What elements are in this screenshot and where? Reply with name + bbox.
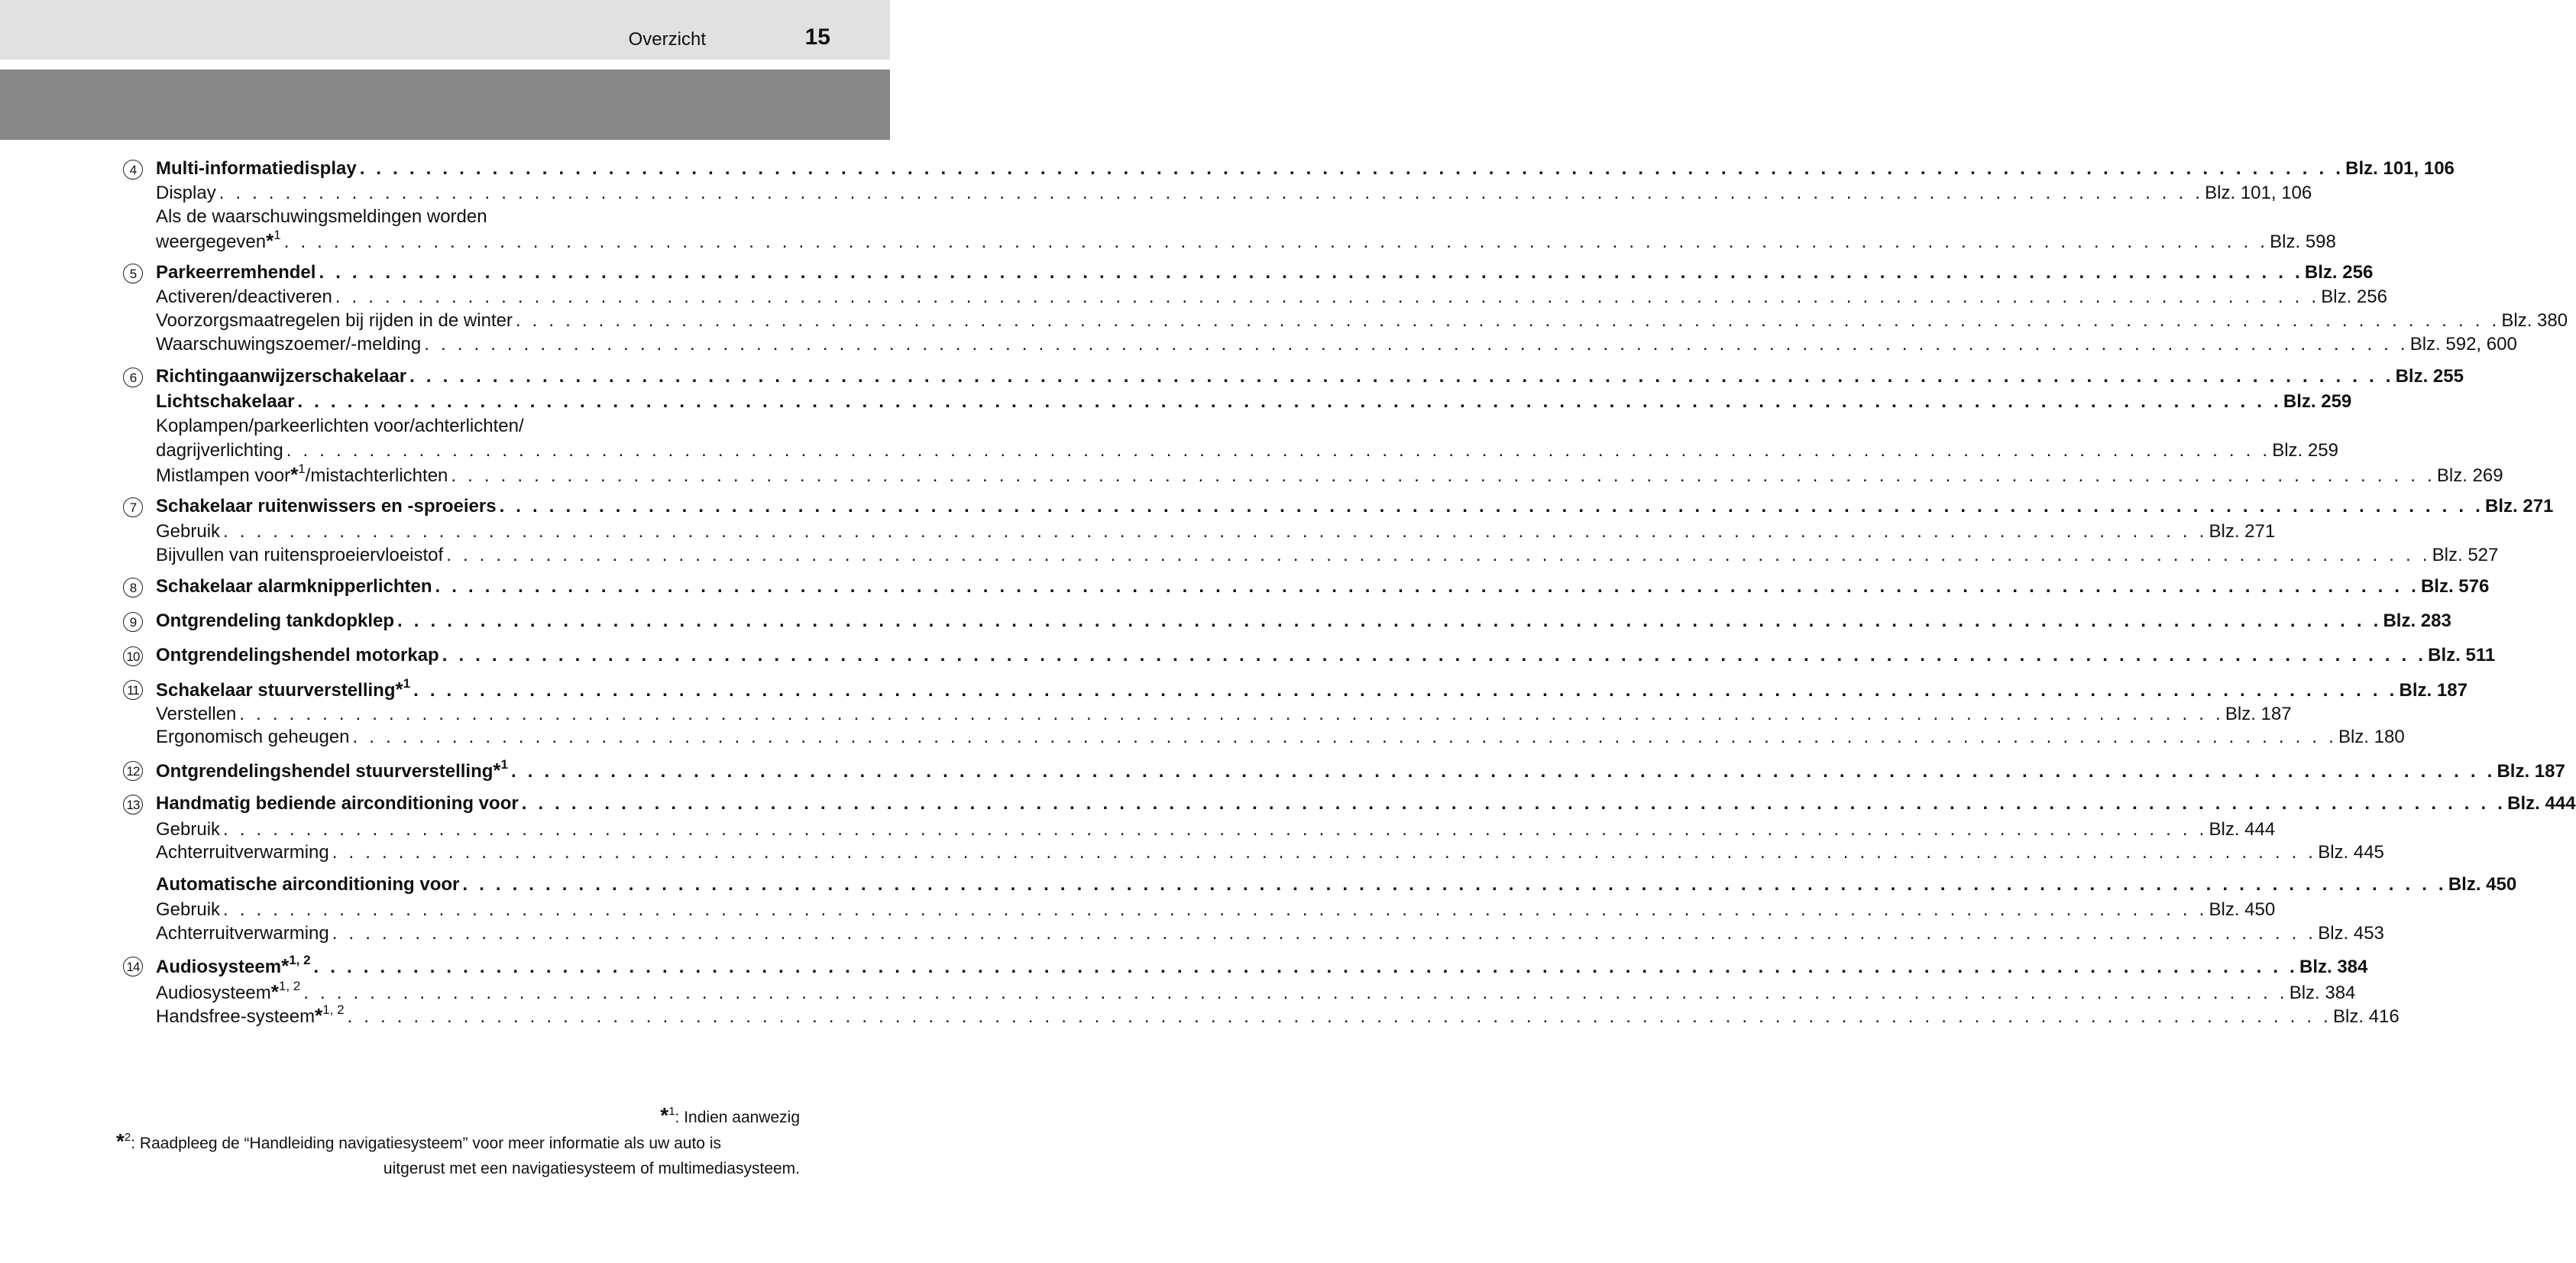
page-reference: Blz. 187 (2399, 680, 2468, 701)
toc-subentry (156, 415, 524, 438)
entry-label (156, 157, 357, 180)
item-number-badge: 13 (123, 795, 143, 814)
entry-label-text: Ontgrendelingshendel stuurverstelling (156, 761, 494, 782)
dot-leader: . . . . . . . . . . . . . . . . . . . . . . . . . . . . . . . . . . . . . . . . . . . . . . . . . . . . . . . . . . . . . . . . . . . . . . . . . . . . . . . . . . . . . . . . . . . . . . . . . . . . . . . . . . . . . . . . . . . . . . . . (319, 262, 2303, 283)
footnote-star: * (270, 980, 279, 1003)
dot-leader: . . . . . . . . . . . . . . . . . . . . . . . . . . . . . . . . . . . . . . . . . . . . . . . . . . . . . . . . . . . . . . . . . . . . . . . . . . . . . . . . . . . . . . . . . . . . . . . . . . . . . . . . . . . . . . . . . . . . . . . . (451, 465, 2435, 486)
page-reference: Blz. 384 (2289, 983, 2356, 1003)
page-reference: Blz. 444 (2209, 819, 2276, 840)
page-reference: Blz. 271 (2485, 496, 2554, 517)
entry-label (156, 792, 519, 815)
page-reference: Blz. 444 (2507, 793, 2576, 814)
dot-leader: . . . . . . . . . . . . . . . . . . . . . . . . . . . . . . . . . . . . . . . . . . . . . . . . . . . . . . . . . . . . . . . . . . . . . . . . . . . . . . . . . . . . . . . . . . . . . . . . . . . . . . . . . . . . . . . . . . . . . . . . (332, 842, 2317, 863)
entry-label-text: Richtingaanwijzerschakelaar (156, 366, 407, 387)
dot-leader: . . . . . . . . . . . . . . . . . . . . . . . . . . . . . . . . . . . . . . . . . . . . . . . . . . . . . . . . . . . . . . . . . . . . . . . . . . . . . . . . . . . . . . . . . . . . . . . . . . . . . . . . . . . . . . . . . . . . . . . . (283, 232, 2269, 252)
page-reference: Blz. 592, 600 (2409, 334, 2517, 355)
dot-leader: . . . . . . . . . . . . . . . . . . . . . . . . . . . . . . . . . . . . . . . . . . . . . . . . . . . . . . . . . . . . . . . . . . . . . . . . . . . . . . . . . . . . . . . . . . . . . . . . . . . . . . . . . . . . . . . . . . . . . . . . (332, 923, 2317, 944)
dot-leader: . . . . . . . . . . . . . . . . . . . . . . . . . . . . . . . . . . . . . . . . . . . . . . . . . . . . . . . . . . . . . . . . . . . . . . . . . . . . . . . . . . . . . . . . . . . . . . . . . . . . . . . . . . . . . . . . . . . . . . . . (239, 704, 2224, 724)
entry-label-text: Gebruik (156, 899, 221, 920)
dot-leader: . . . . . . . . . . . . . . . . . . . . . . . . . . . . . . . . . . . . . . . . . . . . . . . . . . . . . . . . . . . . . . . . . . . . . . . . . . . . . . . . . . . . . . . . . . . . . . . . . . . . . . . . . . . . . . . . . . . . . . . . (409, 366, 2394, 387)
dot-leader: . . . . . . . . . . . . . . . . . . . . . . . . . . . . . . . . . . . . . . . . . . . . . . . . . . . . . . . . . . . . . . . . . . . . . . . . . . . . . . . . . . . . . . . . . . . . . . . . . . . . . . . . . . . . . . . . . . . . . . . . (347, 1006, 2332, 1027)
entry-label-text: Ergonomisch geheugen (156, 727, 350, 747)
page-reference: Blz. 450 (2448, 874, 2517, 895)
footnote-star: * (266, 229, 274, 252)
item-number-badge: 11 (123, 680, 143, 700)
footnote-2-sup: 2 (124, 1131, 131, 1144)
entry-label-text: weergegeven (156, 232, 267, 252)
dot-leader: . . . . . . . . . . . . . . . . . . . . . . . . . . . . . . . . . . . . . . . . . . . . . . . . . . . . . . . . . . . . . . . . . . . . . . . . . . . . . . . . . . . . . . . . . . . . . . . . . . . . . . . . . . . . . . . . . . . . . . . . (413, 680, 2398, 701)
entry-label (156, 1004, 345, 1028)
entry-label (156, 390, 294, 413)
entry-label (156, 261, 316, 284)
toc-subentry (156, 979, 2356, 1003)
footnote-ref: 1 (403, 676, 411, 691)
entry-label (156, 980, 300, 1005)
entry-label-text: Ontgrendelingshendel motorkap (156, 645, 439, 666)
toc-subentry (156, 726, 2405, 749)
dot-leader: . . . . . . . . . . . . . . . . . . . . . . . . . . . . . . . . . . . . . . . . . . . . . . . . . . . . . . . . . . . . . . . . . . . . . . . . . . . . . . . . . . . . . . . . . . . . . . . . . . . . . . . . . . . . . . . . . . . . . . . . (359, 158, 2345, 179)
footnote-ref: 1, 2 (278, 979, 301, 993)
entry-label-text: Parkeerremhendel (156, 262, 316, 283)
header-band (0, 0, 890, 60)
entry-label (156, 439, 283, 462)
dot-leader: . . . . . . . . . . . . . . . . . . . . . . . . . . . . . . . . . . . . . . . . . . . . . . . . . . . . . . . . . . . . . . . . . . . . . . . . . . . . . . . . . . . . . . . . . . . . . . . . . . . . . . . . . . . . . . . . . . . . . . . . (218, 183, 2204, 203)
footnote-1 (660, 1103, 800, 1128)
toc-subentry (156, 899, 2276, 921)
entry-label (156, 873, 459, 896)
page-reference: Blz. 259 (2272, 440, 2338, 461)
entry-label-text: Schakelaar ruitenwissers en -sproeiers (156, 496, 497, 517)
footnote-ref: 1 (298, 461, 306, 476)
toc-subentry (156, 228, 2336, 252)
section-title: Overzicht (628, 29, 706, 50)
entry-label (156, 818, 220, 841)
entry-label (156, 415, 524, 438)
entry-label-suffix: /mistachterlichten (305, 465, 448, 486)
entry-label (156, 644, 439, 667)
footnote-1-text: : Indien aanwezig (675, 1109, 800, 1126)
dot-leader: . . . . . . . . . . . . . . . . . . . . . . . . . . . . . . . . . . . . . . . . . . . . . . . . . . . . . . . . . . . . . . . . . . . . . . . . . . . . . . . . . . . . . . . . . . . . . . . . . . . . . . . . . . . . . . . . . . . . . . . . (424, 334, 2409, 355)
item-number-badge: 12 (123, 761, 143, 781)
dot-leader: . . . . . . . . . . . . . . . . . . . . . . . . . . . . . . . . . . . . . . . . . . . . . . . . . . . . . . . . . . . . . . . . . . . . . . . . . . . . . . . . . . . . . . . . . . . . . . . . . . . . . . . . . . . . . . . . . . . . . . . . (511, 761, 2496, 782)
toc-entry (156, 157, 2455, 180)
entry-label-text: Mistlampen voor (156, 465, 291, 486)
toc-entry (156, 873, 2517, 896)
entry-label-text: Gebruik (156, 521, 221, 542)
footnote-star: * (395, 678, 403, 701)
entry-label (156, 206, 487, 228)
entry-label (156, 520, 220, 543)
entry-label-text: Audiosysteem (156, 983, 271, 1003)
entry-label (156, 333, 421, 356)
toc-subentry (156, 333, 2517, 356)
toc-entry (156, 757, 2565, 782)
item-number-badge: 6 (123, 368, 143, 387)
footnote-2-line-1 (116, 1129, 721, 1154)
entry-label-text: Als de waarschuwingsmeldingen worden (156, 206, 487, 227)
dot-leader: . . . . . . . . . . . . . . . . . . . . . . . . . . . . . . . . . . . . . . . . . . . . . . . . . . . . . . . . . . . . . . . . . . . . . . . . . . . . . . . . . . . . . . . . . . . . . . . . . . . . . . . . . . . . . . . . . . . . . . . . (303, 983, 2288, 1003)
entry-label-text: Display (156, 183, 216, 203)
toc-entry (156, 953, 2368, 977)
entry-label-text: Schakelaar stuurverstelling (156, 680, 396, 701)
toc-subentry (156, 461, 2503, 486)
toc-entry (156, 644, 2496, 667)
page-reference: Blz. 450 (2209, 899, 2276, 920)
entry-label-text: Bijvullen van ruitensproeiervloeistof (156, 545, 444, 565)
page-reference: Blz. 527 (2432, 545, 2499, 565)
footnote-star: * (493, 759, 501, 782)
entry-label (156, 759, 508, 783)
dot-leader: . . . . . . . . . . . . . . . . . . . . . . . . . . . . . . . . . . . . . . . . . . . . . . . . . . . . . . . . . . . . . . . . . . . . . . . . . . . . . . . . . . . . . . . . . . . . . . . . . . . . . . . . . . . . . . . . . . . . . . . . (223, 521, 2208, 542)
page-reference: Blz. 256 (2304, 262, 2374, 283)
entry-label-text: Achterruitverwarming (156, 842, 329, 863)
entry-label (156, 544, 443, 567)
toc-entry (156, 261, 2374, 284)
dot-leader: . . . . . . . . . . . . . . . . . . . . . . . . . . . . . . . . . . . . . . . . . . . . . . . . . . . . . . . . . . . . . . . . . . . . . . . . . . . . . . . . . . . . . . . . . . . . . . . . . . . . . . . . . . . . . . . . . . . . . . . . (499, 496, 2484, 517)
item-number-badge: 10 (123, 646, 143, 666)
page-reference: Blz. 416 (2333, 1006, 2400, 1027)
entry-label-text: Multi-informatiedisplay (156, 158, 357, 179)
toc-entry (156, 676, 2468, 701)
entry-label (156, 229, 281, 254)
dot-leader: . . . . . . . . . . . . . . . . . . . . . . . . . . . . . . . . . . . . . . . . . . . . . . . . . . . . . . . . . . . . . . . . . . . . . . . . . . . . . . . . . . . . . . . . . . . . . . . . . . . . . . . . . . . . . . . . . . . . . . . . (521, 793, 2506, 814)
dot-leader: . . . . . . . . . . . . . . . . . . . . . . . . . . . . . . . . . . . . . . . . . . . . . . . . . . . . . . . . . . . . . . . . . . . . . . . . . . . . . . . . . . . . . . . . . . . . . . . . . . . . . . . . . . . . . . . . . . . . . . . . (515, 310, 2500, 331)
page-reference: Blz. 180 (2338, 727, 2405, 747)
entry-label-text: Automatische airconditioning voor (156, 874, 460, 895)
page-reference: Blz. 453 (2318, 923, 2384, 944)
entry-label-text: Audiosysteem (156, 957, 282, 977)
entry-label (156, 726, 350, 749)
dot-leader: . . . . . . . . . . . . . . . . . . . . . . . . . . . . . . . . . . . . . . . . . . . . . . . . . . . . . . . . . . . . . . . . . . . . . . . . . . . . . . . . . . . . . . . . . . . . . . . . . . . . . . . . . . . . . . . . . . . . . . . . (352, 727, 2337, 747)
footnote-2-line-2 (383, 1160, 800, 1178)
dot-leader: . . . . . . . . . . . . . . . . . . . . . . . . . . . . . . . . . . . . . . . . . . . . . . . . . . . . . . . . . . . . . . . . . . . . . . . . . . . . . . . . . . . . . . . . . . . . . . . . . . . . . . . . . . . . . . . . . . . . . . . . (442, 645, 2427, 666)
entry-label-text: Waarschuwingszoemer/-melding (156, 334, 422, 355)
page-reference: Blz. 187 (2225, 704, 2292, 724)
toc-subentry (156, 206, 487, 228)
footnote-2-text-line-2: uitgerust met een navigatiesysteem of multimediasysteem. (383, 1160, 800, 1177)
toc-subentry (156, 922, 2384, 945)
footnote-ref: 1, 2 (322, 1002, 345, 1017)
page-reference: Blz. 256 (2321, 287, 2387, 307)
grey-divider-band (0, 70, 890, 140)
toc-entry (156, 365, 2464, 388)
footnote-star: * (290, 463, 299, 486)
entry-label (156, 463, 448, 487)
footnote-2-text-line-1: : Raadpleeg de “Handleiding navigatiesysteem” voor meer informatie als uw auto is (131, 1135, 721, 1152)
page-reference: Blz. 511 (2428, 645, 2496, 666)
dot-leader: . . . . . . . . . . . . . . . . . . . . . . . . . . . . . . . . . . . . . . . . . . . . . . . . . . . . . . . . . . . . . . . . . . . . . . . . . . . . . . . . . . . . . . . . . . . . . . . . . . . . . . . . . . . . . . . . . . . . . . . . (435, 576, 2419, 597)
item-number-badge: 8 (123, 578, 143, 597)
entry-label-text: Achterruitverwarming (156, 923, 329, 944)
entry-label (156, 703, 236, 726)
page-reference: Blz. 384 (2299, 957, 2368, 977)
page-number: 15 (804, 24, 830, 50)
page-reference: Blz. 101, 106 (2205, 183, 2312, 203)
page-reference: Blz. 598 (2270, 232, 2336, 252)
toc-subentry (156, 439, 2338, 462)
page-reference: Blz. 283 (2383, 610, 2451, 631)
entry-label-text: Koplampen/parkeerlichten voor/achterlichten/ (156, 416, 524, 436)
item-number-badge: 4 (123, 160, 143, 180)
entry-label (156, 922, 329, 945)
toc-entry (156, 495, 2554, 518)
toc-entry (156, 610, 2451, 633)
entry-label (156, 286, 332, 309)
footnote-1-sup: 1 (668, 1105, 675, 1118)
entry-label-text: Schakelaar alarmknipperlichten (156, 576, 432, 597)
page-reference: Blz. 187 (2497, 761, 2565, 782)
toc-subentry (156, 309, 2568, 332)
footnote-ref: 1 (500, 757, 508, 772)
entry-label-text: Handmatig bediende airconditioning voor (156, 793, 519, 814)
toc-subentry (156, 520, 2276, 543)
toc-entry (156, 390, 2352, 413)
entry-label-text: Activeren/deactiveren (156, 287, 332, 307)
dot-leader: . . . . . . . . . . . . . . . . . . . . . . . . . . . . . . . . . . . . . . . . . . . . . . . . . . . . . . . . . . . . . . . . . . . . . . . . . . . . . . . . . . . . . . . . . . . . . . . . . . . . . . . . . . . . . . . . . . . . . . . . (297, 391, 2282, 412)
dot-leader: . . . . . . . . . . . . . . . . . . . . . . . . . . . . . . . . . . . . . . . . . . . . . . . . . . . . . . . . . . . . . . . . . . . . . . . . . . . . . . . . . . . . . . . . . . . . . . . . . . . . . . . . . . . . . . . . . . . . . . . . (286, 440, 2271, 461)
entry-label-text: Lichtschakelaar (156, 391, 295, 412)
entry-label (156, 899, 220, 921)
dot-leader: . . . . . . . . . . . . . . . . . . . . . . . . . . . . . . . . . . . . . . . . . . . . . . . . . . . . . . . . . . . . . . . . . . . . . . . . . . . . . . . . . . . . . . . . . . . . . . . . . . . . . . . . . . . . . . . . . . . . . . . . (223, 899, 2208, 920)
entry-label (156, 365, 406, 388)
toc-subentry (156, 703, 2292, 726)
footnote-ref: 1 (273, 228, 281, 242)
toc-subentry (156, 182, 2312, 205)
footnote-star: * (315, 1004, 323, 1027)
dot-leader: . . . . . . . . . . . . . . . . . . . . . . . . . . . . . . . . . . . . . . . . . . . . . . . . . . . . . . . . . . . . . . . . . . . . . . . . . . . . . . . . . . . . . . . . . . . . . . . . . . . . . . . . . . . . . . . . . . . . . . . . (397, 610, 2382, 631)
dot-leader: . . . . . . . . . . . . . . . . . . . . . . . . . . . . . . . . . . . . . . . . . . . . . . . . . . . . . . . . . . . . . . . . . . . . . . . . . . . . . . . . . . . . . . . . . . . . . . . . . . . . . . . . . . . . . . . . . . . . . . . . (446, 545, 2431, 565)
toc-subentry (156, 1002, 2400, 1027)
entry-label-text: Ontgrendeling tankdopklep (156, 610, 395, 631)
page-reference: Blz. 259 (2283, 391, 2352, 412)
page-reference: Blz. 380 (2501, 310, 2568, 331)
footnote-2-star: * (116, 1129, 125, 1153)
item-number-badge: 5 (123, 264, 143, 283)
page-reference: Blz. 101, 106 (2345, 158, 2455, 179)
dot-leader: . . . . . . . . . . . . . . . . . . . . . . . . . . . . . . . . . . . . . . . . . . . . . . . . . . . . . . . . . . . . . . . . . . . . . . . . . . . . . . . . . . . . . . . . . . . . . . . . . . . . . . . . . . . . . . . . . . . . . . . . (335, 287, 2320, 307)
entry-label (156, 575, 432, 598)
entry-label (156, 495, 497, 518)
footnote-1-star: * (660, 1103, 669, 1127)
page-reference: Blz. 255 (2395, 366, 2464, 387)
entry-label-text: Gebruik (156, 819, 221, 840)
item-number-badge: 9 (123, 612, 143, 632)
toc-subentry (156, 544, 2499, 567)
toc-subentry (156, 818, 2276, 841)
entry-label-text: Voorzorgsmaatregelen bij rijden in de winter (156, 310, 513, 331)
toc-entry (156, 575, 2490, 598)
item-number-badge: 7 (123, 497, 143, 517)
entry-label-text: Verstellen (156, 704, 237, 724)
page-reference: Blz. 271 (2209, 521, 2276, 542)
dot-leader: . . . . . . . . . . . . . . . . . . . . . . . . . . . . . . . . . . . . . . . . . . . . . . . . . . . . . . . . . . . . . . . . . . . . . . . . . . . . . . . . . . . . . . . . . . . . . . . . . . . . . . . . . . . . . . . . . . . . . . . . (462, 874, 2447, 895)
page-reference: Blz. 269 (2436, 465, 2503, 486)
entry-label-text: Handsfree-systeem (156, 1006, 316, 1027)
toc-entry (156, 792, 2576, 815)
page-reference: Blz. 576 (2420, 576, 2490, 597)
dot-leader: . . . . . . . . . . . . . . . . . . . . . . . . . . . . . . . . . . . . . . . . . . . . . . . . . . . . . . . . . . . . . . . . . . . . . . . . . . . . . . . . . . . . . . . . . . . . . . . . . . . . . . . . . . . . . . . . . . . . . . . . (313, 957, 2298, 977)
toc-subentry (156, 841, 2384, 864)
toc-subentry (156, 286, 2387, 309)
entry-label-text: dagrijverlichting (156, 440, 283, 461)
footnote-ref: 1, 2 (289, 953, 311, 967)
entry-label (156, 841, 329, 864)
entry-label (156, 182, 216, 205)
item-number-badge: 14 (123, 957, 143, 976)
entry-label (156, 954, 311, 979)
page-reference: Blz. 445 (2318, 842, 2384, 863)
entry-label (156, 678, 410, 702)
dot-leader: . . . . . . . . . . . . . . . . . . . . . . . . . . . . . . . . . . . . . . . . . . . . . . . . . . . . . . . . . . . . . . . . . . . . . . . . . . . . . . . . . . . . . . . . . . . . . . . . . . . . . . . . . . . . . . . . . . . . . . . . (223, 819, 2208, 840)
footnote-star: * (281, 954, 290, 977)
entry-label (156, 309, 513, 332)
entry-label (156, 610, 394, 633)
